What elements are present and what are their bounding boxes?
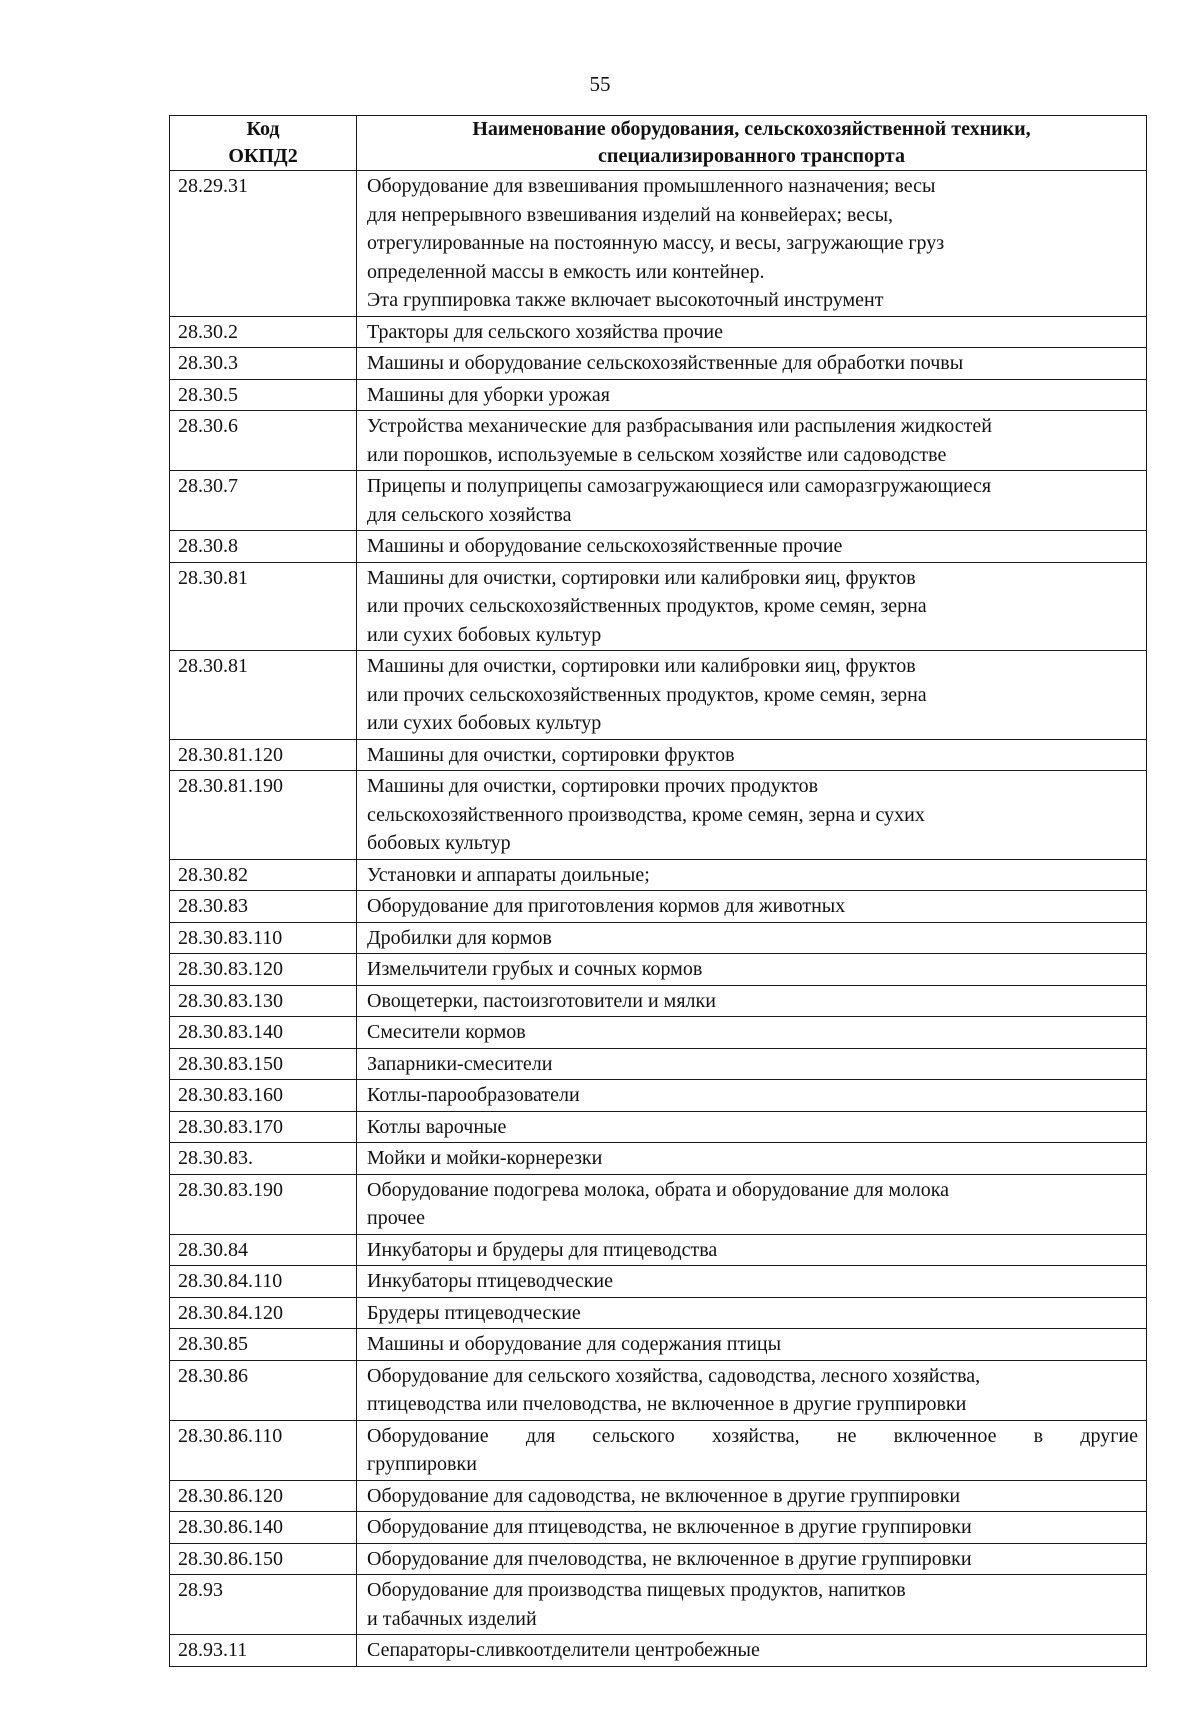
equipment-name-cell bbox=[357, 651, 1147, 740]
equipment-name-cell bbox=[357, 922, 1147, 954]
okpd2-code-cell: 28.30.8 bbox=[170, 531, 357, 563]
equipment-name-line: или сухих бобовых культур bbox=[367, 623, 602, 646]
equipment-name-line: Машины и оборудование сельскохозяйственные прочие bbox=[367, 535, 843, 557]
equipment-name-cell bbox=[357, 1575, 1147, 1635]
okpd2-code-cell: 28.30.81.190 bbox=[170, 771, 357, 860]
equipment-name-cell bbox=[357, 739, 1147, 771]
equipment-name-cell bbox=[357, 1111, 1147, 1143]
code-header-line-2: ОКПД2 bbox=[228, 145, 298, 167]
equipment-name-cell bbox=[357, 771, 1147, 860]
equipment-name-line: Эта группировка также включает высокоточный инструмент bbox=[367, 289, 884, 311]
okpd2-code-cell: 28.30.83 bbox=[170, 891, 357, 923]
equipment-name-cell bbox=[357, 171, 1147, 317]
equipment-name-line: Машины и оборудование для содержания птицы bbox=[367, 1333, 782, 1355]
table-row bbox=[170, 1480, 1147, 1512]
equipment-name-cell bbox=[357, 1635, 1147, 1667]
okpd2-code-cell: 28.30.84 bbox=[170, 1234, 357, 1266]
okpd2-code-cell: 28.30.83.170 bbox=[170, 1111, 357, 1143]
table-row bbox=[170, 171, 1147, 317]
okpd2-code-cell: 28.30.83.120 bbox=[170, 954, 357, 986]
equipment-name-line: Машины для очистки, сортировки прочих продуктов bbox=[367, 775, 819, 797]
equipment-name-cell bbox=[357, 1266, 1147, 1298]
equipment-name-line: Инкубаторы птицеводческие bbox=[367, 1270, 614, 1292]
table-row bbox=[170, 1543, 1147, 1575]
equipment-name-line: Машины для очистки, сортировки или калибровки яиц, фруктов bbox=[367, 566, 916, 589]
equipment-name-line: Машины для очистки, сортировки фруктов bbox=[367, 743, 735, 766]
equipment-name-line: Сепараторы-сливкоотделители центробежные bbox=[367, 1639, 760, 1661]
equipment-name-line: Оборудование для производства пищевых продуктов, напитков bbox=[367, 1579, 906, 1601]
okpd2-code-cell: 28.30.6 bbox=[170, 411, 357, 471]
okpd2-code-cell: 28.30.81 bbox=[170, 562, 357, 651]
equipment-name-line: определенной массы в емкость или контейнер. bbox=[367, 260, 765, 283]
okpd2-code-cell: 28.30.7 bbox=[170, 471, 357, 531]
table-row bbox=[170, 348, 1147, 380]
equipment-name-cell bbox=[357, 1360, 1147, 1420]
table-row bbox=[170, 954, 1147, 986]
okpd2-code-cell: 28.30.83.140 bbox=[170, 1017, 357, 1049]
equipment-name-line: Тракторы для сельского хозяйства прочие bbox=[367, 320, 723, 343]
okpd2-code-cell: 28.30.3 bbox=[170, 348, 357, 380]
equipment-name-line: Смесители кормов bbox=[367, 1021, 526, 1043]
equipment-name-line: Установки и аппараты доильные; bbox=[367, 863, 650, 886]
equipment-name-cell bbox=[357, 348, 1147, 380]
table-row bbox=[170, 411, 1147, 471]
equipment-name-cell bbox=[357, 985, 1147, 1017]
equipment-table bbox=[169, 115, 1147, 1667]
equipment-name-cell bbox=[357, 562, 1147, 651]
table-row bbox=[170, 651, 1147, 740]
equipment-name-cell bbox=[357, 1543, 1147, 1575]
equipment-name-cell bbox=[357, 1329, 1147, 1361]
table-row bbox=[170, 891, 1147, 923]
table-row bbox=[170, 562, 1147, 651]
equipment-name-line: Запарники-смесители bbox=[367, 1052, 553, 1075]
table-row bbox=[170, 922, 1147, 954]
equipment-name-line: группировки bbox=[367, 1453, 477, 1475]
equipment-name-line: Котлы-парообразователи bbox=[367, 1084, 580, 1106]
equipment-name-line: для сельского хозяйства bbox=[367, 503, 572, 526]
equipment-name-cell bbox=[357, 1420, 1147, 1480]
equipment-name-line: Оборудование для сельского хозяйства, садоводства, лесного хозяйства, bbox=[367, 1364, 981, 1387]
table-body bbox=[170, 171, 1147, 1667]
equipment-name-cell bbox=[357, 316, 1147, 348]
okpd2-code-cell: 28.30.86 bbox=[170, 1360, 357, 1420]
page-number: 55 bbox=[589, 72, 611, 96]
table-row bbox=[170, 316, 1147, 348]
equipment-name-cell bbox=[357, 1080, 1147, 1112]
equipment-name-cell bbox=[357, 1297, 1147, 1329]
equipment-name-line: Машины для уборки урожая bbox=[367, 383, 610, 406]
equipment-name-line: или сухих бобовых культур bbox=[367, 712, 602, 734]
equipment-name-line: Оборудование для взвешивания промышленного назначения; весы bbox=[367, 175, 936, 197]
equipment-name-line: Оборудование для сельского хозяйства, не включенное в другие bbox=[367, 1424, 1138, 1447]
okpd2-code-cell: 28.29.31 bbox=[170, 171, 357, 317]
equipment-name-cell bbox=[357, 1234, 1147, 1266]
equipment-name-cell bbox=[357, 411, 1147, 471]
table-row bbox=[170, 1360, 1147, 1420]
equipment-name-line: сельскохозяйственного производства, кроме семян, зерна и сухих bbox=[367, 803, 925, 826]
okpd2-code-cell: 28.30.81 bbox=[170, 651, 357, 740]
equipment-name-line: птицеводства или пчеловодства, не включенное в другие группировки bbox=[367, 1393, 967, 1415]
table-row bbox=[170, 1017, 1147, 1049]
equipment-name-cell bbox=[357, 1048, 1147, 1080]
okpd2-code-cell: 28.30.86.120 bbox=[170, 1480, 357, 1512]
equipment-name-line: Инкубаторы и брудеры для птицеводства bbox=[367, 1238, 718, 1261]
okpd2-code-cell: 28.30.84.110 bbox=[170, 1266, 357, 1298]
equipment-name-line: или прочих сельскохозяйственных продуктов, кроме семян, зерна bbox=[367, 683, 927, 706]
equipment-name-line: для непрерывного взвешивания изделий на конвейерах; весы, bbox=[367, 203, 894, 226]
equipment-name-cell bbox=[357, 1017, 1147, 1049]
name-header-line-1: Наименование оборудования, сельскохозяйственной техники, bbox=[472, 118, 1031, 140]
table-row bbox=[170, 1635, 1147, 1667]
equipment-name-cell bbox=[357, 471, 1147, 531]
equipment-name-line: или порошков, используемые в сельском хозяйстве или садоводстве bbox=[367, 443, 947, 466]
table-row bbox=[170, 859, 1147, 891]
table-row bbox=[170, 531, 1147, 563]
equipment-name-cell bbox=[357, 1143, 1147, 1175]
okpd2-code-cell: 28.30.83.160 bbox=[170, 1080, 357, 1112]
equipment-name-line: или прочих сельскохозяйственных продуктов, кроме семян, зерна bbox=[367, 595, 927, 617]
equipment-name-line: Котлы варочные bbox=[367, 1115, 507, 1138]
okpd2-code-cell: 28.30.86.140 bbox=[170, 1512, 357, 1544]
equipment-name-line: Овощетерки, пастоизготовители и мялки bbox=[367, 989, 716, 1012]
equipment-name-line: Измельчители грубых и сочных кормов bbox=[367, 958, 703, 980]
table-row bbox=[170, 379, 1147, 411]
table-row bbox=[170, 1143, 1147, 1175]
okpd2-code-cell: 28.30.86.150 bbox=[170, 1543, 357, 1575]
okpd2-code-cell: 28.30.85 bbox=[170, 1329, 357, 1361]
equipment-name-line: прочее bbox=[367, 1207, 425, 1229]
table-row bbox=[170, 1234, 1147, 1266]
table-row bbox=[170, 1174, 1147, 1234]
table-row bbox=[170, 1512, 1147, 1544]
table-row bbox=[170, 1266, 1147, 1298]
equipment-name-line: Дробилки для кормов bbox=[367, 926, 552, 949]
table-row bbox=[170, 771, 1147, 860]
table-header-row bbox=[170, 116, 1147, 171]
equipment-name-line: и табачных изделий bbox=[367, 1607, 537, 1630]
equipment-name-line: Машины для очистки, сортировки или калибровки яиц, фруктов bbox=[367, 655, 916, 677]
equipment-name-line: бобовых культур bbox=[367, 832, 511, 854]
equipment-name-cell bbox=[357, 891, 1147, 923]
table-row bbox=[170, 1048, 1147, 1080]
equipment-name-line: Машины и оборудование сельскохозяйственные для обработки почвы bbox=[367, 352, 964, 374]
code-column-header bbox=[170, 116, 357, 171]
equipment-name-cell bbox=[357, 1480, 1147, 1512]
equipment-name-line: Прицепы и полуприцепы самозагружающиеся или саморазгружающиеся bbox=[367, 475, 992, 497]
equipment-name-cell bbox=[357, 1512, 1147, 1544]
equipment-name-line: Мойки и мойки-корнерезки bbox=[367, 1147, 603, 1169]
equipment-name-line: Оборудование для пчеловодства, не включенное в другие группировки bbox=[367, 1547, 972, 1570]
name-column-header bbox=[357, 116, 1147, 171]
equipment-name-line: Оборудование подогрева молока, обрата и оборудование для молока bbox=[367, 1178, 950, 1201]
name-header-line-2: специализированного транспорта bbox=[598, 145, 905, 167]
table-row bbox=[170, 471, 1147, 531]
equipment-name-line: Оборудование для приготовления кормов для животных bbox=[367, 895, 846, 917]
okpd2-code-cell: 28.30.83.130 bbox=[170, 985, 357, 1017]
table-row bbox=[170, 1297, 1147, 1329]
equipment-name-line: отрегулированные на постоянную массу, и весы, загружающие груз bbox=[367, 232, 945, 254]
equipment-name-cell bbox=[357, 531, 1147, 563]
okpd2-code-cell: 28.30.86.110 bbox=[170, 1420, 357, 1480]
okpd2-code-cell: 28.30.5 bbox=[170, 379, 357, 411]
table-row bbox=[170, 1575, 1147, 1635]
equipment-name-line: Устройства механические для разбрасывания или распыления жидкостей bbox=[367, 415, 992, 437]
okpd2-code-cell: 28.30.83.190 bbox=[170, 1174, 357, 1234]
equipment-name-line: Брудеры птицеводческие bbox=[367, 1301, 581, 1324]
okpd2-code-cell: 28.30.83.150 bbox=[170, 1048, 357, 1080]
table-row bbox=[170, 1420, 1147, 1480]
code-header-line-1: Код bbox=[246, 118, 280, 140]
equipment-name-cell bbox=[357, 859, 1147, 891]
equipment-name-line: Оборудование для птицеводства, не включенное в другие группировки bbox=[367, 1516, 972, 1538]
okpd2-code-cell: 28.30.83. bbox=[170, 1143, 357, 1175]
table-row bbox=[170, 739, 1147, 771]
table-row bbox=[170, 985, 1147, 1017]
equipment-name-cell bbox=[357, 954, 1147, 986]
equipment-name-line: Оборудование для садоводства, не включенное в другие группировки bbox=[367, 1484, 961, 1507]
table-row bbox=[170, 1111, 1147, 1143]
equipment-name-cell bbox=[357, 379, 1147, 411]
table-row bbox=[170, 1080, 1147, 1112]
okpd2-code-cell: 28.30.82 bbox=[170, 859, 357, 891]
okpd2-code-cell: 28.30.84.120 bbox=[170, 1297, 357, 1329]
okpd2-code-cell: 28.30.83.110 bbox=[170, 922, 357, 954]
table-row bbox=[170, 1329, 1147, 1361]
okpd2-code-cell: 28.93.11 bbox=[170, 1635, 357, 1667]
equipment-name-cell bbox=[357, 1174, 1147, 1234]
okpd2-code-cell: 28.93 bbox=[170, 1575, 357, 1635]
okpd2-code-cell: 28.30.81.120 bbox=[170, 739, 357, 771]
okpd2-code-cell: 28.30.2 bbox=[170, 316, 357, 348]
